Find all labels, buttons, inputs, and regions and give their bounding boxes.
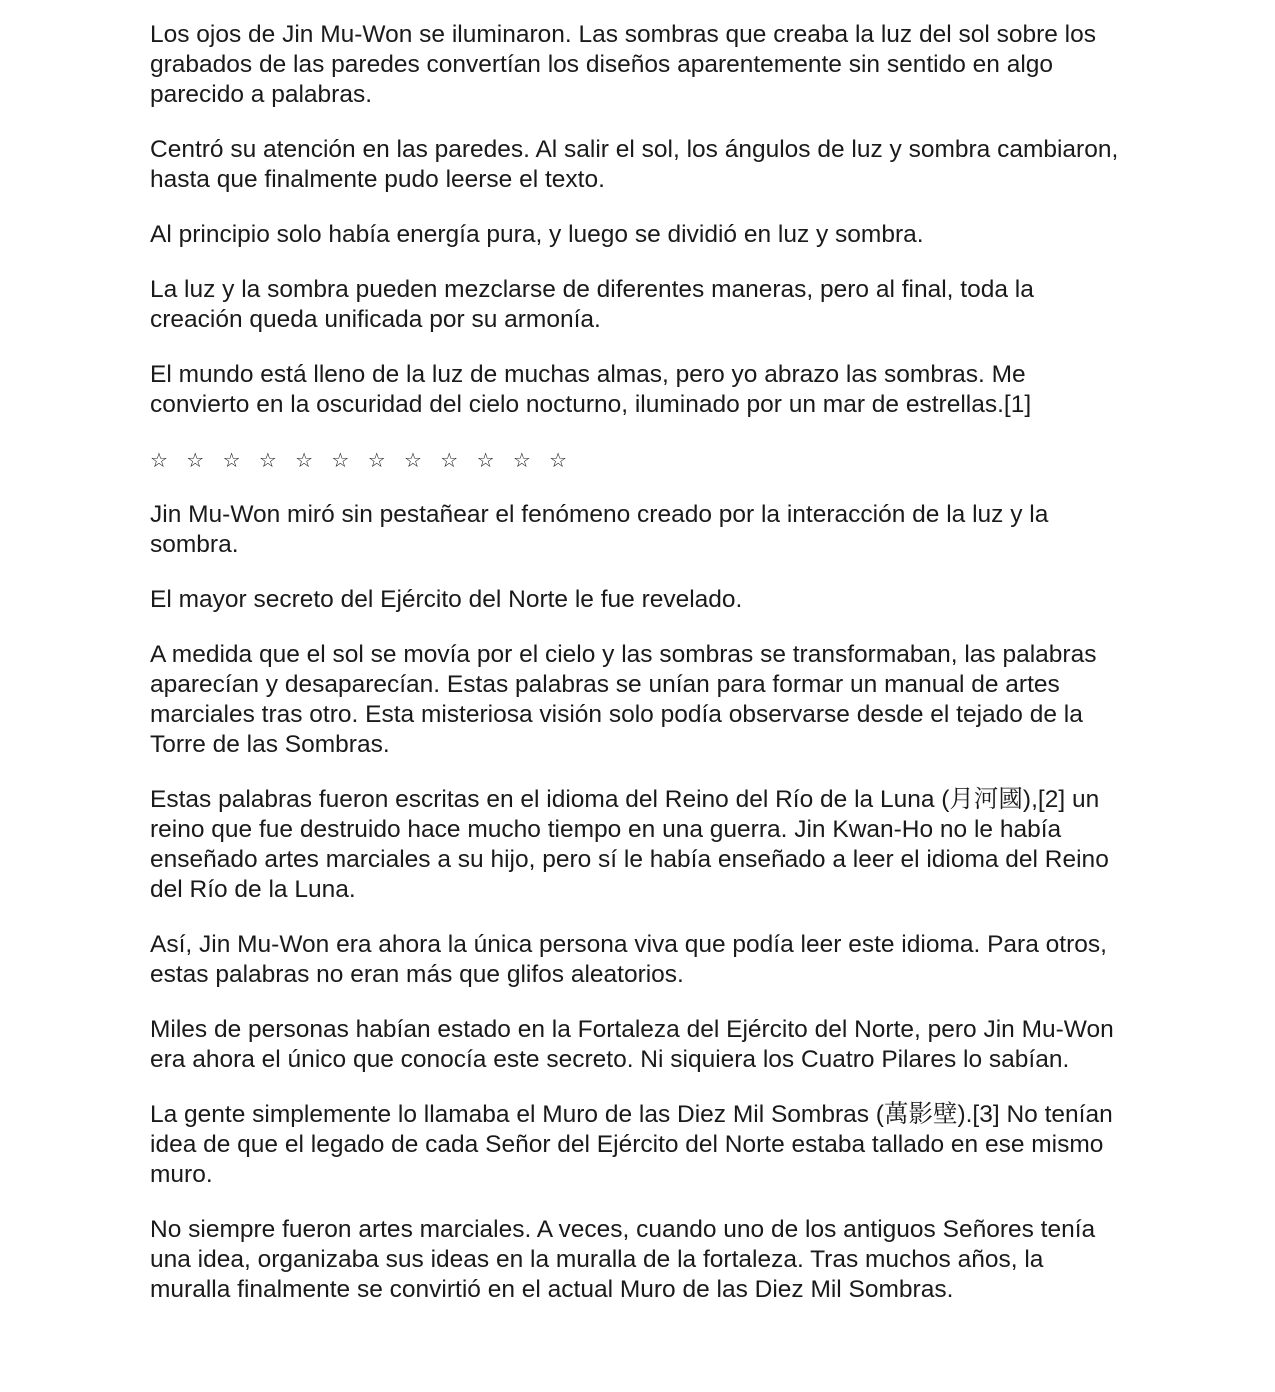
paragraph: Estas palabras fueron escritas en el idioma del Reino del Río de la Luna (月河國),[2] un reino que fue destruido hace mucho tiempo en una guerra. Jin Kwan-Ho no le había enseñado artes marciales a su hijo, pero sí le había enseñado a leer el idioma del Reino del Río de la Luna. (150, 786, 1109, 903)
document-body (150, 20, 1125, 1330)
paragraph: Los ojos de Jin Mu-Won se iluminaron. Las sombras que creaba la luz del sol sobre los grabados de las paredes convertían los diseños aparentemente sin sentido en algo parecido a palabras. (150, 21, 1097, 108)
paragraph: Miles de personas habían estado en la Fortaleza del Ejército del Norte, pero Jin Mu-Won era ahora el único que conocía este secreto. Ni siquiera los Cuatro Pilares lo sabían. (150, 1016, 1114, 1073)
paragraph: Al principio solo había energía pura, y luego se dividió en luz y sombra. (150, 221, 924, 248)
paragraph: El mayor secreto del Ejército del Norte le fue revelado. (150, 586, 743, 613)
paragraph: El mundo está lleno de la luz de muchas almas, pero yo abrazo las sombras. Me convierto en la oscuridad del cielo nocturno, iluminado por un mar de estrellas.[1] (150, 361, 1032, 418)
paragraph: La luz y la sombra pueden mezclarse de diferentes maneras, pero al final, toda la creación queda unificada por su armonía. (150, 276, 1034, 333)
paragraph: No siempre fueron artes marciales. A veces, cuando uno de los antiguos Señores tenía una idea, organizaba sus ideas en la muralla de la fortaleza. Tras muchos años, la muralla finalmente se convirtió en el actual Muro de las Diez Mil Sombras. (150, 1216, 1096, 1303)
paragraph: La gente simplemente lo llamaba el Muro de las Diez Mil Sombras (萬影壁).[3] No tenían idea de que el legado de cada Señor del Ejército del Norte estaba tallado en ese mismo muro. (150, 1101, 1113, 1188)
paragraph: A medida que el sol se movía por el cielo y las sombras se transformaban, las palabras aparecían y desaparecían. Estas palabras se unían para formar un manual de artes marciales tras otro. Esta misteriosa visión solo podía observarse desde el tejado de la Torre de las Sombras. (150, 641, 1097, 758)
paragraph: Centró su atención en las paredes. Al salir el sol, los ángulos de luz y sombra cambiaron, hasta que finalmente pudo leerse el texto. (150, 136, 1119, 193)
section-separator: ☆ ☆ ☆ ☆ ☆ ☆ ☆ ☆ ☆ ☆ ☆ ☆ (150, 448, 574, 472)
paragraph: Así, Jin Mu-Won era ahora la única persona viva que podía leer este idioma. Para otros, estas palabras no eran más que glifos aleatorios. (150, 931, 1107, 988)
paragraph: Jin Mu-Won miró sin pestañear el fenómeno creado por la interacción de la luz y la sombra. (150, 501, 1049, 558)
